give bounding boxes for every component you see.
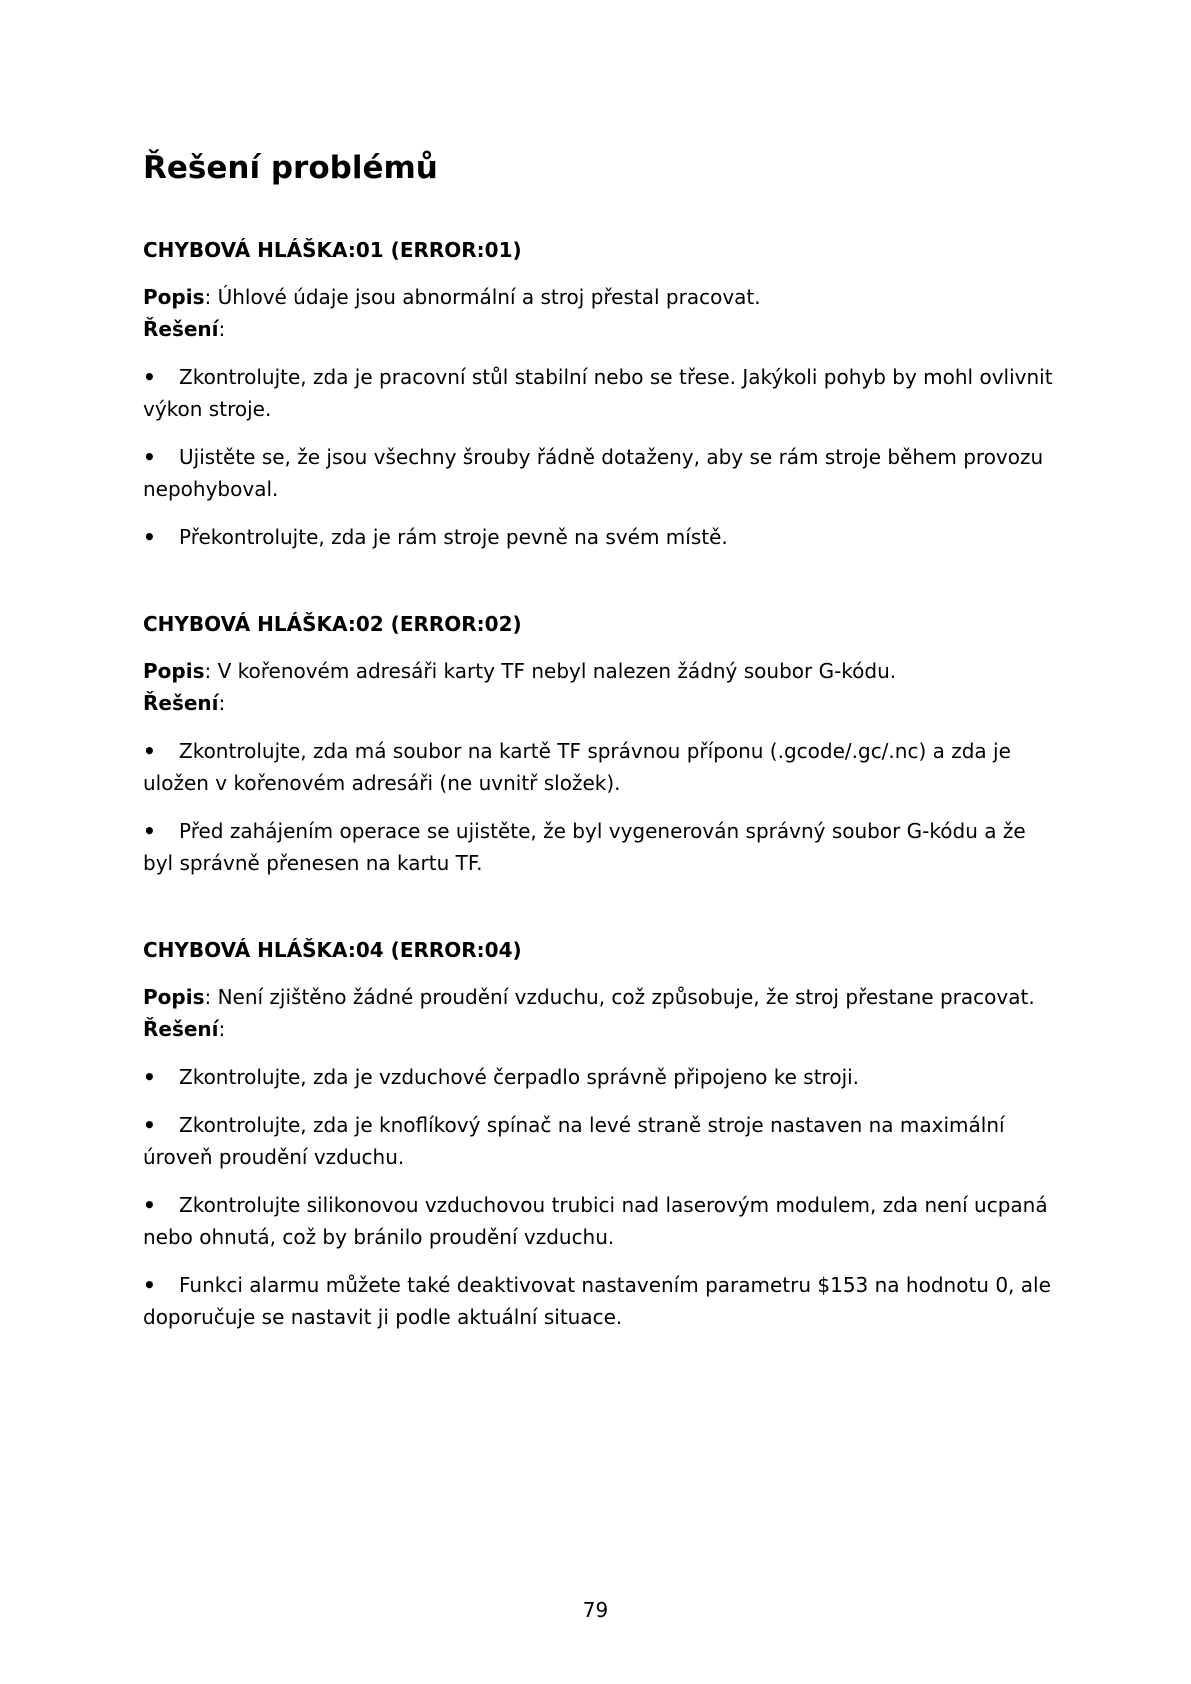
- list-item-text: Překontrolujte, zda je rám stroje pevně na svém místě.: [179, 525, 728, 549]
- solution-suffix: :: [218, 1017, 226, 1041]
- solution-line: [143, 1013, 1053, 1045]
- section-heading: CHYBOVÁ HLÁŠKA:04 (ERROR:04): [143, 938, 522, 962]
- bullet-icon: •: [143, 819, 156, 843]
- bullet-icon: •: [143, 365, 156, 389]
- solution-label: Řešení: [143, 691, 219, 715]
- bullet-icon: •: [143, 445, 156, 469]
- solution-line: [143, 687, 1053, 719]
- solution-suffix: :: [218, 691, 226, 715]
- list-item-text: Zkontrolujte, zda je vzduchové čerpadlo správně připojeno ke stroji.: [179, 1065, 860, 1089]
- list-item: [143, 815, 1053, 879]
- solution-label: Řešení: [143, 317, 219, 341]
- error-section-01: [143, 235, 1053, 553]
- error-section-02: [143, 609, 1053, 879]
- bullet-icon: •: [143, 1113, 156, 1137]
- solution-label: Řešení: [143, 1017, 219, 1041]
- page-title: Řešení problémů: [143, 150, 438, 186]
- solution-list: [143, 1061, 1053, 1333]
- solution-list: [143, 361, 1053, 553]
- description-line: [143, 981, 1053, 1013]
- page-content: [143, 140, 1053, 1333]
- description-text: : V kořenovém adresáři karty TF nebyl nalezen žádný soubor G-kódu.: [204, 659, 897, 683]
- solution-line: [143, 313, 1053, 345]
- list-item: [143, 441, 1053, 505]
- description-line: [143, 281, 1053, 313]
- error-section-04: [143, 935, 1053, 1333]
- bullet-icon: •: [143, 739, 156, 763]
- bullet-icon: •: [143, 525, 156, 549]
- list-item-text: Zkontrolujte silikonovou vzduchovou trubici nad laserovým modulem, zda není ucpaná nebo ohnutá, což by bránilo proudění vzduchu.: [143, 1193, 1048, 1249]
- solution-list: [143, 735, 1053, 879]
- section-heading: CHYBOVÁ HLÁŠKA:02 (ERROR:02): [143, 612, 522, 636]
- list-item: [143, 735, 1053, 799]
- section-heading: CHYBOVÁ HLÁŠKA:01 (ERROR:01): [143, 238, 522, 262]
- list-item-text: Ujistěte se, že jsou všechny šrouby řádně dotaženy, aby se rám stroje během provozu nepohyboval.: [143, 445, 1044, 501]
- solution-suffix: :: [218, 317, 226, 341]
- list-item: [143, 1269, 1053, 1333]
- description-text: : Není zjištěno žádné proudění vzduchu, což způsobuje, že stroj přestane pracovat.: [204, 985, 1035, 1009]
- list-item-text: Zkontrolujte, zda je pracovní stůl stabilní nebo se třese. Jakýkoli pohyb by mohl ovlivnit výkon stroje.: [143, 365, 1053, 421]
- list-item: [143, 1109, 1053, 1173]
- list-item: [143, 1189, 1053, 1253]
- page-number: 79: [582, 1598, 609, 1622]
- list-item: [143, 1061, 1053, 1093]
- list-item: [143, 361, 1053, 425]
- description-line: [143, 655, 1053, 687]
- description-label: Popis: [143, 285, 205, 309]
- list-item-text: Zkontrolujte, zda je knoflíkový spínač na levé straně stroje nastaven na maximální úroveň proudění vzduchu.: [143, 1113, 1005, 1169]
- list-item-text: Před zahájením operace se ujistěte, že byl vygenerován správný soubor G-kódu a že byl správně přenesen na kartu TF.: [143, 819, 1026, 875]
- list-item-text: Funkci alarmu můžete také deaktivovat nastavením parametru $153 na hodnotu 0, ale doporučuje se nastavit ji podle aktuální situace.: [143, 1273, 1051, 1329]
- list-item: [143, 521, 1053, 553]
- list-item-text: Zkontrolujte, zda má soubor na kartě TF správnou příponu (.gcode/.gc/.nc) a zda je uložen v kořenovém adresáři (ne uvnitř složek).: [143, 739, 1011, 795]
- bullet-icon: •: [143, 1065, 156, 1089]
- description-label: Popis: [143, 985, 205, 1009]
- description-text: : Úhlové údaje jsou abnormální a stroj přestal pracovat.: [204, 285, 761, 309]
- bullet-icon: •: [143, 1273, 156, 1297]
- description-label: Popis: [143, 659, 205, 683]
- bullet-icon: •: [143, 1193, 156, 1217]
